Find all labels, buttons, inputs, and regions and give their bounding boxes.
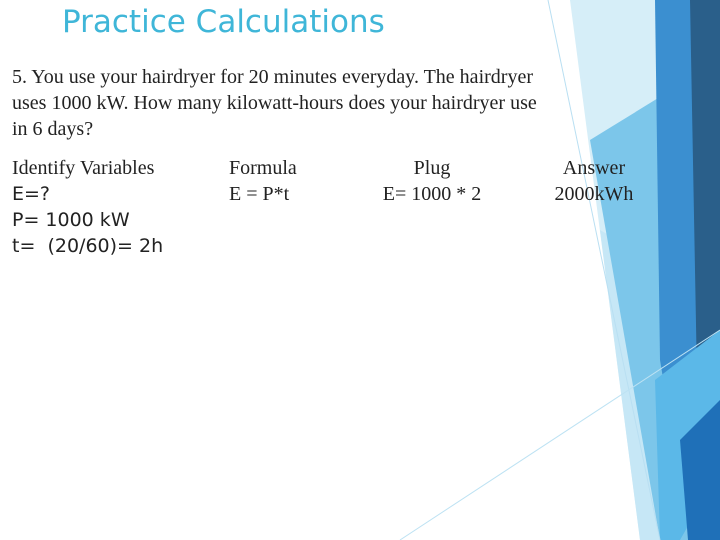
formula-line: E = P*t [229,183,290,205]
variables-column [12,155,163,259]
question-text [12,64,662,142]
variable-line: E=? [12,183,51,205]
plug-column [372,155,492,207]
formula-heading: Formula [229,157,297,179]
question-line: uses 1000 kW. How many kilowatt-hours does your hairdryer use [12,92,537,114]
question-line: 5. You use your hairdryer for 20 minutes everyday. The hairdryer [12,66,533,88]
formula-column [229,155,297,207]
answer-column [546,155,642,207]
variable-line: P= 1000 kW [12,209,130,231]
variables-heading: Identify Variables [12,157,155,179]
plug-line: E= 1000 * 2 [382,183,482,205]
question-line: in 6 days? [12,118,94,140]
answer-line: 2000kWh [554,183,634,205]
answer-heading: Answer [562,157,626,179]
plug-heading: Plug [413,157,451,179]
variable-line: t= (20/60)= 2h [12,235,164,257]
slide-title: Practice Calculations [62,4,385,40]
